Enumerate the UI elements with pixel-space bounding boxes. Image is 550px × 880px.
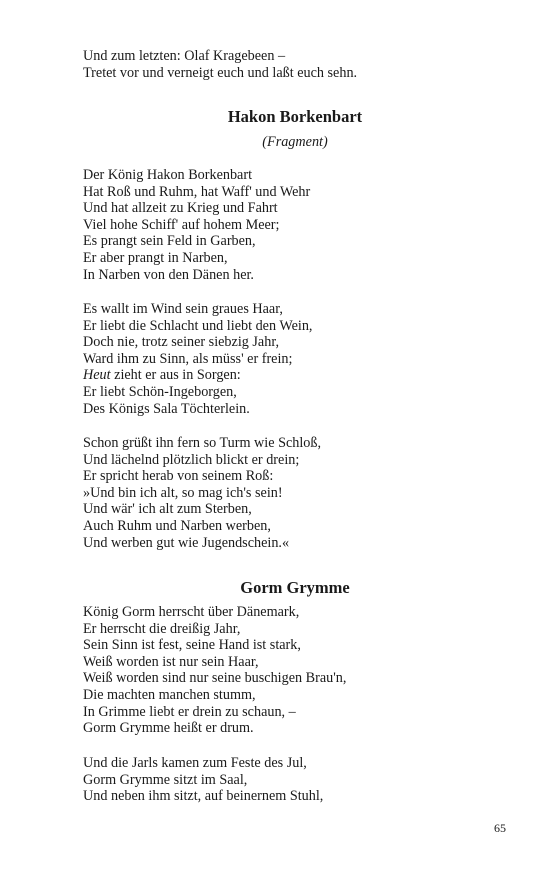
verse-line: Tretet vor und verneigt euch und laßt euch sehn. (83, 64, 358, 81)
verse-line (83, 367, 483, 384)
verse-line: Doch nie, trotz seiner siebzig Jahr, (83, 334, 280, 351)
poem-subtitle: (Fragment) (262, 134, 328, 150)
verse-line-rest: zieht er aus in Sorgen: (110, 367, 241, 384)
verse-line: Es prangt sein Feld in Garben, (83, 233, 256, 250)
verse-line: Hat Roß und Ruhm, hat Waff' und Wehr (83, 183, 311, 200)
verse-line: Gorm Grymme sitzt im Saal, (83, 771, 248, 788)
verse-line: Des Königs Sala Töchterlein. (83, 400, 250, 417)
verse-line: Und hat allzeit zu Krieg und Fahrt (83, 200, 278, 217)
verse-line: Sein Sinn ist fest, seine Hand ist stark, (83, 637, 301, 654)
verse-line: Gorm Grymme heißt er drum. (83, 720, 254, 737)
verse-line: Er liebt die Schlacht und liebt den Wein, (83, 317, 313, 334)
verse-line: Die machten manchen stumm, (83, 686, 256, 703)
stanza (83, 604, 483, 737)
verse-line: »Und bin ich alt, so mag ich's sein! (83, 484, 283, 501)
intro-lines (83, 48, 483, 81)
italic-word: Heut (83, 367, 111, 384)
verse-line: In Grimme liebt er drein zu schaun, – (83, 703, 296, 720)
verse-line: Weiß worden ist nur sein Haar, (83, 653, 259, 670)
stanza (83, 755, 483, 805)
verse-line: Der König Hakon Borkenbart (83, 167, 253, 183)
verse-line: Weiß worden sind nur seine buschigen Brau'n, (83, 670, 347, 687)
stanza (83, 167, 483, 283)
verse-line: Er aber prangt in Narben, (83, 249, 228, 266)
poem-title: Gorm Grymme (240, 578, 350, 597)
verse-line: Und wär' ich alt zum Sterben, (83, 501, 252, 518)
verse-line: Schon grüßt ihn fern so Turm wie Schloß, (83, 435, 322, 451)
page-number: 65 (494, 821, 506, 835)
poem-title: Hakon Borkenbart (227, 107, 363, 126)
verse-line: Er herrscht die dreißig Jahr, (83, 620, 241, 637)
verse-line: Und die Jarls kamen zum Feste des Jul, (83, 755, 307, 771)
verse-line: In Narben von den Dänen her. (83, 266, 254, 283)
verse-line: Auch Ruhm und Narben werben, (83, 517, 271, 534)
verse-line: Es wallt im Wind sein graues Haar, (83, 301, 283, 317)
verse-line: Und neben ihm sitzt, auf beinernem Stuhl, (83, 788, 324, 805)
verse-line: Viel hohe Schiff' auf hohem Meer; (83, 216, 280, 233)
verse-line: Und zum letzten: Olaf Kragebeen – (83, 48, 286, 64)
stanza (83, 435, 483, 551)
verse-line: Ward ihm zu Sinn, als müss' er frein; (83, 350, 293, 367)
stanza (83, 301, 483, 417)
verse-line: Er liebt Schön-Ingeborgen, (83, 383, 237, 400)
verse-line: König Gorm herrscht über Dänemark, (83, 604, 300, 620)
verse-line: Und werben gut wie Jugendschein.« (83, 534, 290, 551)
verse-line: Er spricht herab von seinem Roß: (83, 468, 274, 485)
verse-line: Und lächelnd plötzlich blickt er drein; (83, 451, 300, 468)
